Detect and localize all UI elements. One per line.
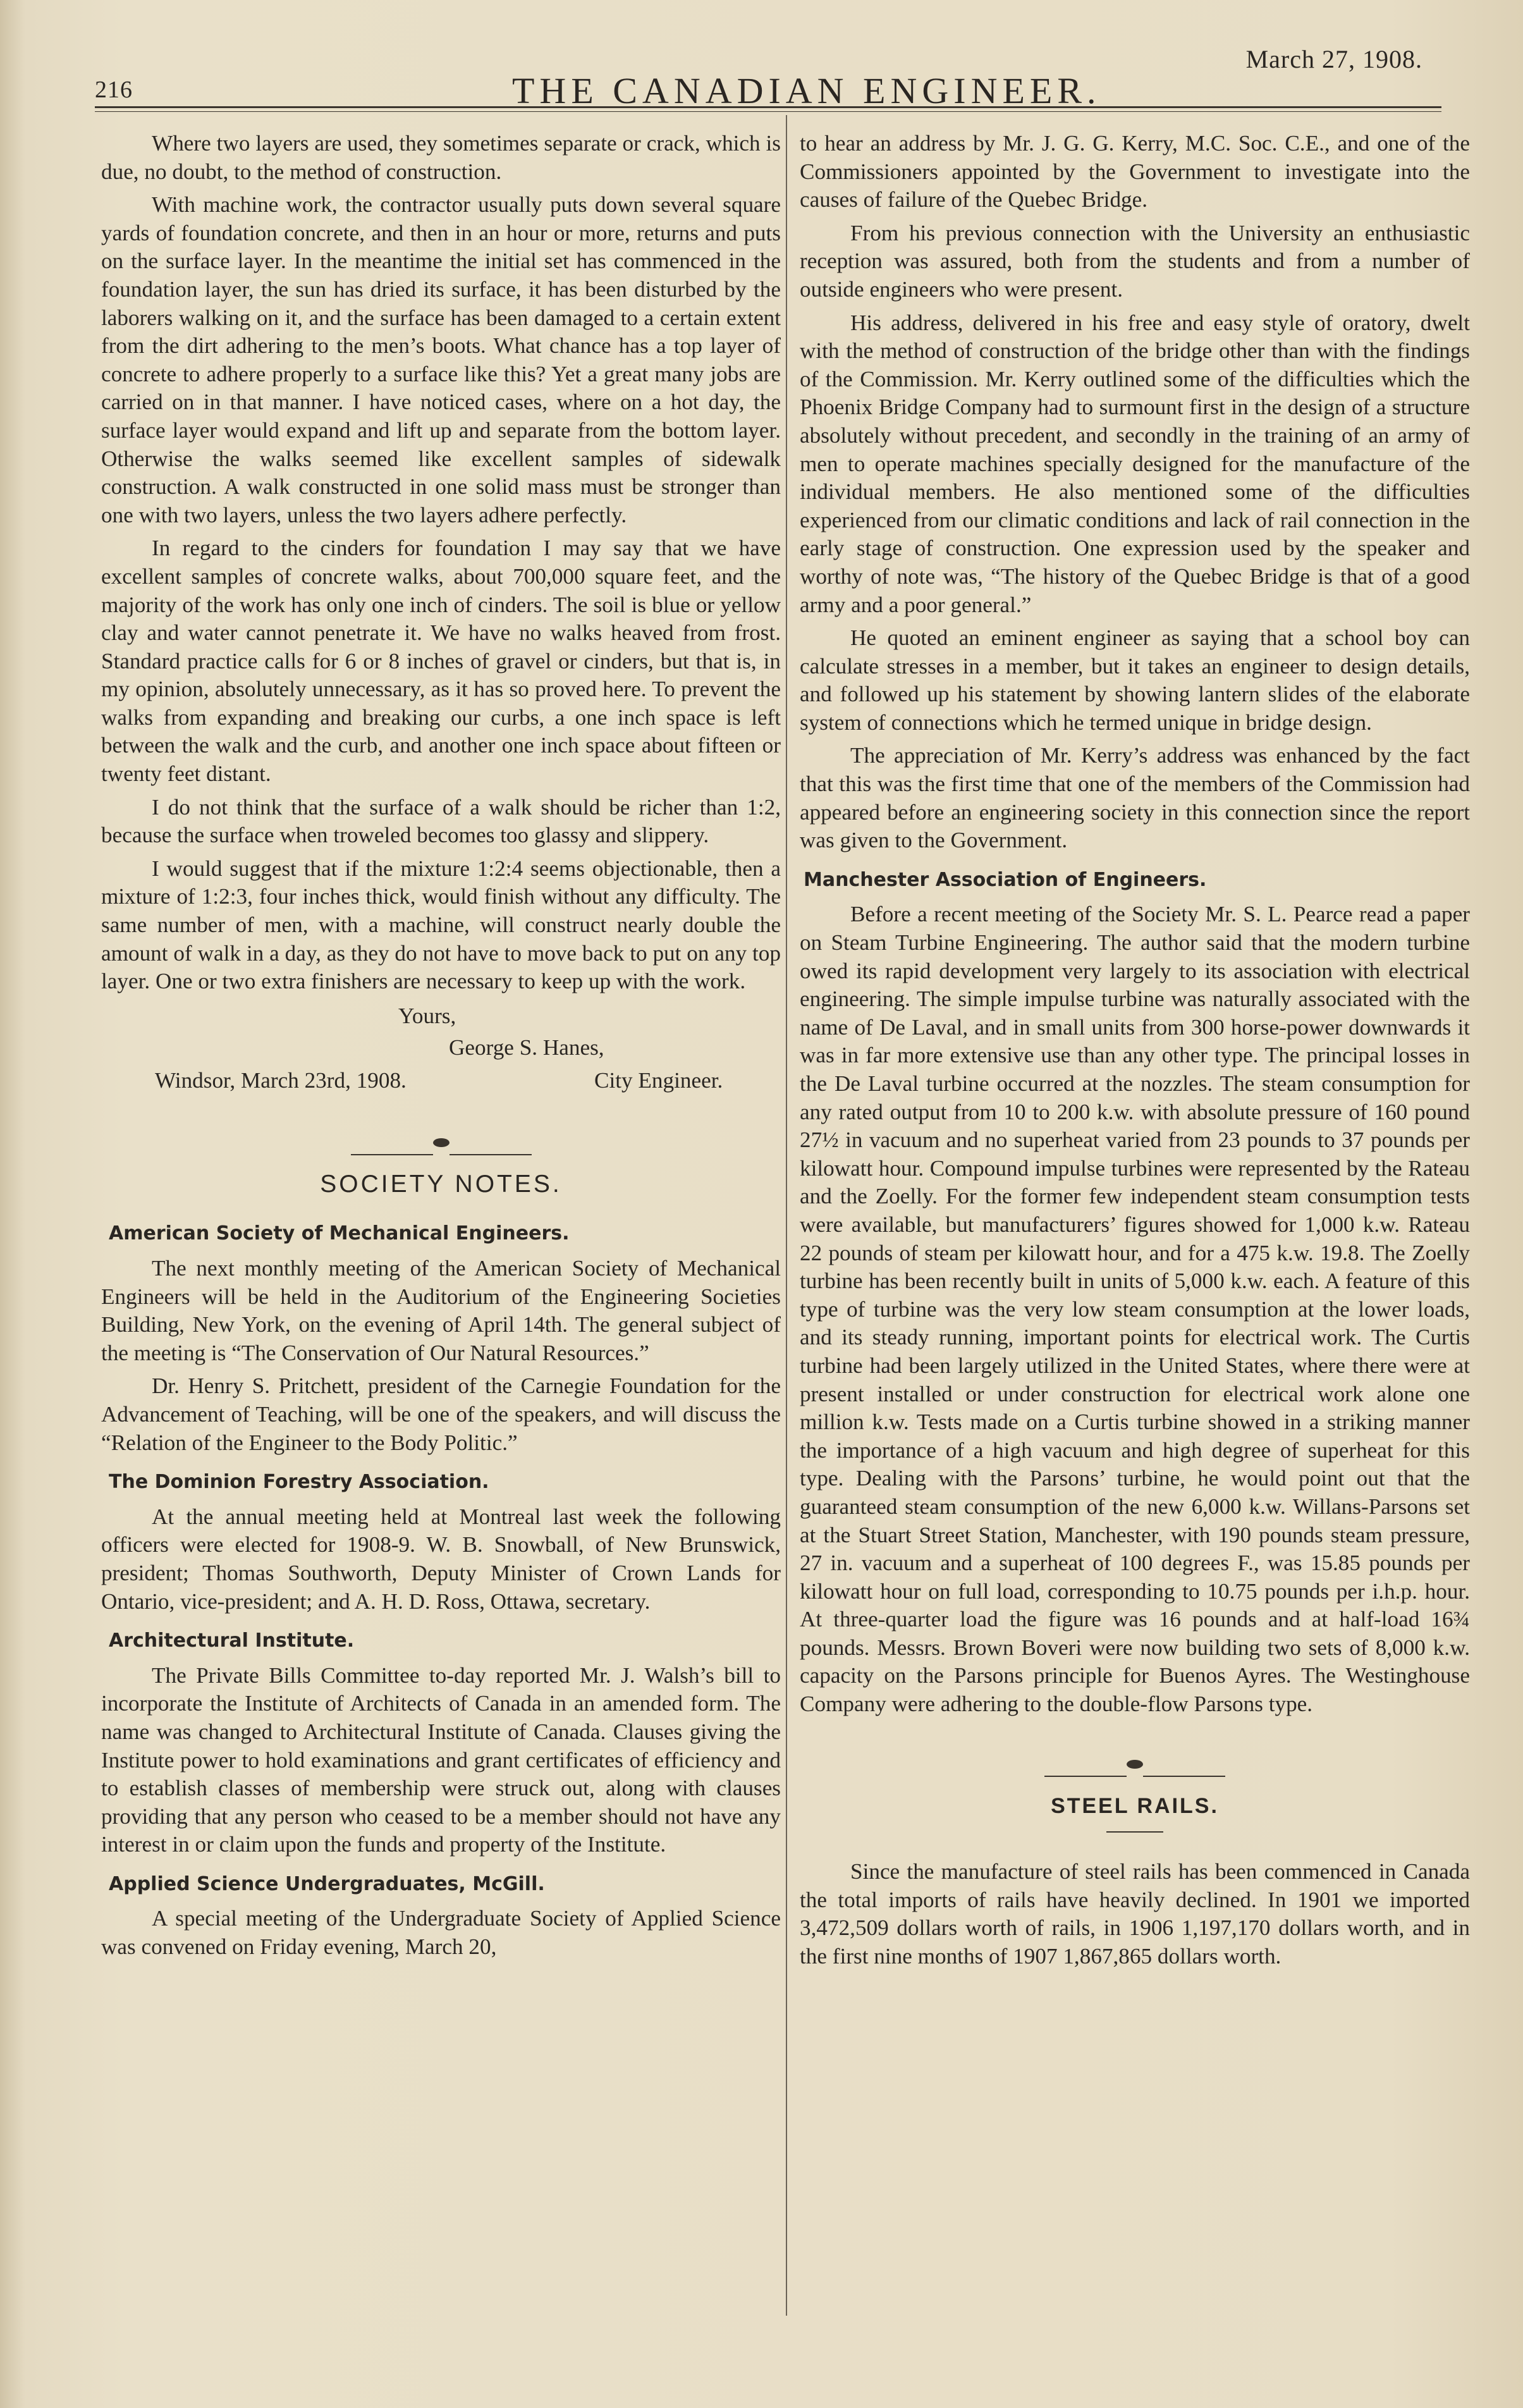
signature-closing: Yours, <box>398 1003 456 1028</box>
page-number: 216 <box>95 77 133 103</box>
manchester-heading: Manchester Association of Engineers. <box>804 868 1207 891</box>
manchester-paragraph: Before a recent meeting of the Society Mr. S. L. Pearce read a paper on Steam Turbine Engineering. The author said that the modern turbine owed its rapid development very largely to its association with electrical engineering. The simple impulse turbine was naturally associated with the name of De Laval, and in small units from 300 horse-power downwards it was in far more extensive use than any other type. The principal losses in the De Laval turbine occurred at the nozzles. The steam consumption for any rated output from 10 to 200 k.w. with absolute pressure of 160 pound 27½ in vacuum and no superheat varied from 23 pounds to 37 pounds per kilowatt hour. Compound impulse turbines were represented by the Rateau and the Zoelly. For the former few independent steam consumption tests were available, but manufacturers’ figures showed for 1,000 k.w. Rateau 22 pounds of steam per kilowatt hour, and for a 475 k.w. 19.8. The Zoelly turbine has been recently built in units of 5,000 k.w. each. A feature of this type of turbine was the very low steam consumption at the lower loads, and its steady running, important points for electrical work. The Curtis turbine had been largely utilized in the United States, where there were at present installed or under construction for electrical work alone one million k.w. Tests made on a Curtis turbine showed in a striking manner the importance of a high vacuum and high degree of superheat for this type. Dealing with the Parsons’ turbine, he would point out that the guaranteed steam consumption of the new 6,000 k.w. Willans-Parsons set at the Stuart Street Station, Manchester, with 190 pounds steam pressure, 27 in. vacuum and a superheat of 100 degrees F., was 15.85 pounds per kilowatt hour on full load, corresponding to 10.75 pounds per i.h.p. hour. At three-quarter load the figure was 16 pounds and at half-load 16¾ pounds. Messrs. Brown Boveri were now building two sets of 8,000 k.w. capacity on the Parsons principle for Buenos Ayres. The Westinghouse Company were adhering to the double-flow Parsons type. <box>800 902 1470 1717</box>
mcgill-paragraph: He quoted an eminent engineer as saying that a school boy can calculate stresses in a member, but it takes an engineer to design details, and followed up his statement by showing lantern slides of the elaborate system of connections which he termed unique in bridge design. <box>800 625 1470 735</box>
heading-rule <box>1106 1831 1163 1833</box>
letter-paragraph: I do not think that the surface of a walk should be richer than 1:2, because the surface when troweled becomes too glassy and slippery. <box>101 794 781 848</box>
letter-paragraph: With machine work, the contractor usually puts down several square yards of foundation concrete, and then in an hour or more, returns and puts on the surface layer. In the meantime the initial set has commenced in the foundation layer, the sun has dried its surface, it has been disturbed by the laborers walking on it, and the surface has been damaged to a certain extent from the dirt adhering to the men’s boots. What chance has a top layer of concrete to adhere properly to a surface like this? Yet a great many jobs are carried on in that manner. I have noticed cases, where on a hot day, the surface layer would expand and lift up and separate from the bottom layer. Otherwise the walks seemed like excellent samples of sidewalk construction. A walk constructed in one solid mass must be stronger than one with two layers, unless the two layers adhere perfectly. <box>101 192 781 527</box>
running-title: THE CANADIAN ENGINEER. <box>512 70 1101 111</box>
ornament-diamond <box>1127 1760 1143 1769</box>
forestry-heading: The Dominion Forestry Association. <box>109 1471 489 1494</box>
mcgill-heading: Applied Science Undergraduates, McGill. <box>109 1872 545 1895</box>
ornament-line <box>351 1154 433 1155</box>
ornament-diamond <box>433 1138 450 1147</box>
steel-rails-heading: STEEL RAILS. <box>1051 1793 1219 1818</box>
architectural-heading: Architectural Institute. <box>109 1630 355 1652</box>
signature-title: City Engineer. <box>594 1067 723 1093</box>
mcgill-paragraph: From his previous connection with the University an enthusiastic reception was assured, both from the students and from a number of outside engineers who were present. <box>800 220 1470 302</box>
header-rule <box>95 106 1441 108</box>
ornament-line <box>1143 1776 1225 1777</box>
signature-place-date: Windsor, March 23rd, 1908. <box>155 1067 407 1093</box>
mcgill-paragraph-continued: to hear an address by Mr. J. G. G. Kerry, M.C. Soc. C.E., and one of the Commissioners appointed by the Government to investigate into the causes of failure of the Quebec Bridge. <box>800 131 1470 212</box>
section-ornament <box>101 1130 781 1149</box>
asme-paragraph: Dr. Henry S. Pritchett, president of the Carnegie Foundation for the Advancement of Teaching, will be one of the speakers, and will discuss the “Relation of the Engineer to the Body Politic.” <box>101 1373 781 1455</box>
letter-signature <box>101 1002 781 1097</box>
right-column <box>800 130 1470 1971</box>
column-divider <box>786 115 787 2316</box>
ornament-line <box>450 1154 532 1155</box>
mcgill-paragraph: The appreciation of Mr. Kerry’s address was enhanced by the fact that this was the first time that one of the members of the Commission had appeared before an engineering society in this connection since the report was given to the Government. <box>800 743 1470 853</box>
society-notes-heading: SOCIETY NOTES. <box>320 1170 562 1198</box>
letter-paragraph: Where two layers are used, they sometimes separate or crack, which is due, no doubt, to the method of construction. <box>101 131 781 184</box>
page-header <box>95 44 1441 120</box>
letter-paragraph: In regard to the cinders for foundation I may say that we have excellent samples of concrete walks, about 700,000 square feet, and the majority of the work has only one inch of cinders. The soil is blue or yellow clay and water cannot penetrate it. We have no walks heaved from frost. Standard practice calls for 6 or 8 inches of gravel or cinders, but that is, in my opinion, absolutely unnecessary, as it has so proved here. To prevent the walks from expanding and breaking our curbs, a one inch space is left between the walk and the curb, and another one inch space about fifteen or twenty feet distant. <box>101 536 781 787</box>
ornament-line <box>1044 1776 1127 1777</box>
architectural-paragraph: The Private Bills Committee to-day reported Mr. J. Walsh’s bill to incorporate the Institute of Architects of Canada in an amended form. The name was changed to Architectural Institute of Canada. Clauses giving the Institute power to hold examinations and grant certificates of efficiency and to establish classes of membership were struck out, along with clauses providing that any person who ceased to be a member should not have any interest in or claim upon the funds and property of the Institute. <box>101 1662 781 1857</box>
left-column <box>101 130 781 1962</box>
steel-rails-paragraph: Since the manufacture of steel rails has been commenced in Canada the total imports of rails have heavily declined. In 1901 we imported 3,472,509 dollars worth of rails, in 1906 1,197,170 dollars worth, and in the first nine months of 1907 1,867,865 dollars worth. <box>800 1859 1470 1969</box>
header-rule-thin <box>95 111 1441 112</box>
forestry-paragraph: At the annual meeting held at Montreal last week the following officers were elected for 1908-9. W. B. Snowball, of New Brunswick, president; Thomas Southworth, Deputy Minister of Crown Lands for Ontario, vice-president; and A. H. D. Ross, Ottawa, secretary. <box>101 1504 781 1614</box>
asme-paragraph: The next monthly meeting of the American Society of Mechanical Engineers will be held in the Auditorium of the Engineering Societies Building, New York, on the evening of April 14th. The general subject of the meeting is “The Conservation of Our Natural Resources.” <box>101 1256 781 1365</box>
letter-paragraph: I would suggest that if the mixture 1:2:4 seems objectionable, then a mixture of 1:2:3, four inches thick, would finish without any difficulty. The same number of men, with a machine, will construct nearly double the amount of walk in a day, as they do not have to move back to put on any top layer. One or two extra finishers are necessary to keep up with the work. <box>101 856 781 994</box>
mcgill-paragraph-start: A special meeting of the Undergraduate Society of Applied Science was convened on Friday evening, March 20, <box>101 1906 781 1960</box>
section-ornament <box>800 1752 1470 1771</box>
asme-heading: American Society of Mechanical Engineers. <box>109 1222 570 1245</box>
issue-date: March 27, 1908. <box>1245 45 1422 73</box>
signature-name: George S. Hanes, <box>449 1035 604 1060</box>
mcgill-paragraph: His address, delivered in his free and easy style of oratory, dwelt with the method of construction of the bridge other than with the findings of the Commission. Mr. Kerry outlined some of the difficulties which the Phoenix Bridge Company had to surmount first in the design of a structure absolutely without precedent, and secondly in the training of an army of men to operate machines specially designed for the manufacture of the individual members. He also mentioned some of the difficulties experienced from our climatic conditions and lack of rail connection in the early stage of construction. One expression used by the speaker and worthy of note was, “The history of the Quebec Bridge is that of a good army and a poor general.” <box>800 310 1470 617</box>
